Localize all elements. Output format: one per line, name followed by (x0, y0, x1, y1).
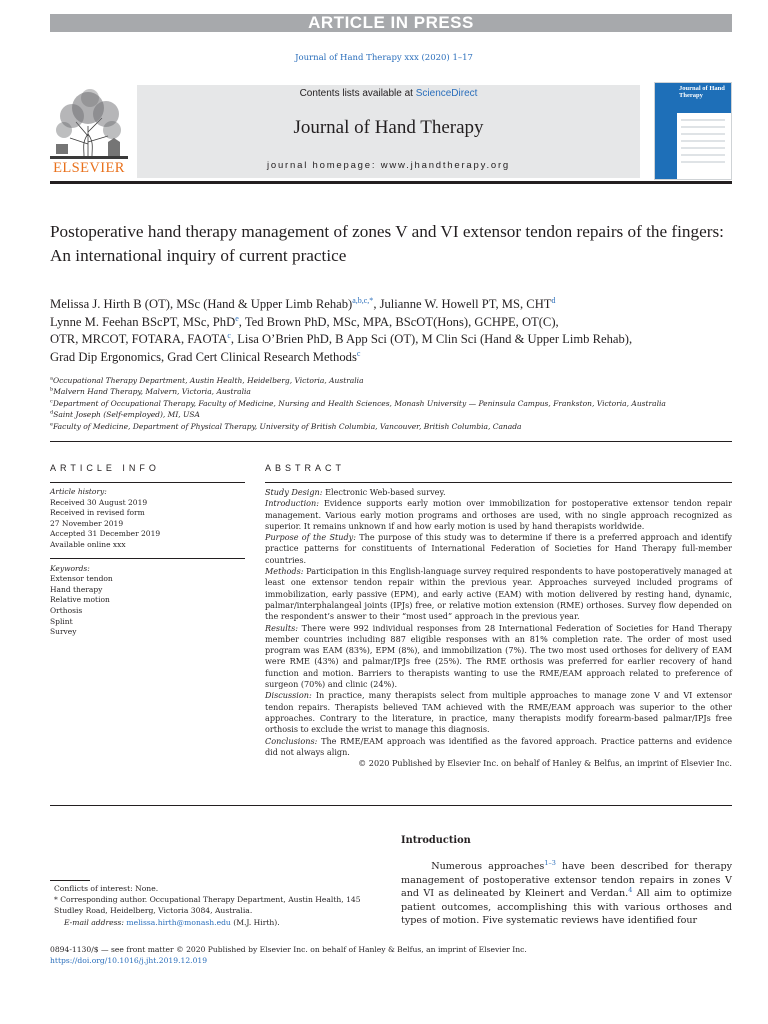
affiliation-ref[interactable]: c (356, 348, 361, 358)
doi-link[interactable]: https://doi.org/10.1016/j.jht.2019.12.019 (50, 956, 208, 965)
abstract-section-text: Evidence supports early motion over immobilization for postoperative extensor tendon repair management. Various early motion programs and orthoses are used, with no single approach recognized as superior. It remains unknown if and how early motion is used by hand therapists worldwide. (265, 498, 732, 531)
abstract-methods (265, 566, 732, 622)
affiliation-key: a (50, 375, 53, 382)
author-brown: , Ted Brown PhD, MSc, MPA, BScOT(Hons), GCHPE, OT(C), (238, 314, 559, 329)
corresponding-author-note (50, 894, 385, 916)
author-list (50, 296, 740, 366)
cover-body-lines (681, 119, 725, 173)
article-info-rule (50, 482, 245, 483)
citation-ref[interactable]: 1–3 (544, 858, 556, 867)
affiliation-a (50, 375, 740, 386)
article-info-heading: ARTICLE INFO (50, 463, 160, 473)
abstract-section-text: In practice, many therapists select from multiple approaches to manage zone V and VI extensor tendon repairs. Therapists believed TAM achieved with the RME/EAM approach was superior to the other approaches. Contrary to the literature, in practice, many therapists modify forearm-based palmar/IPJs free orthosis to exclude the wrist to manage this diagnosis. (265, 690, 732, 735)
abstract-section-label: Purpose of the Study: (265, 532, 356, 543)
abstract-section-text: The purpose of this study was to determine if there is a preferred approach and identify practice patterns for constituents of International Federation of Societies for Hand Therapy full-member countries. (265, 532, 733, 565)
author-brown-credentials: OTR, MRCOT, FOTARA, FAOTA (50, 332, 228, 347)
keyword: Extensor tendon (50, 574, 113, 584)
email-note (50, 917, 385, 928)
author-line-4 (50, 349, 740, 367)
introduction-heading: Introduction (401, 835, 471, 846)
sciencedirect-link[interactable]: ScienceDirect (415, 88, 478, 99)
affiliations (50, 375, 740, 432)
keyword: Orthosis (50, 605, 83, 615)
conflicts-note: Conflicts of interest: None. (54, 884, 159, 893)
abstract-rule (265, 482, 732, 483)
citation-ref[interactable]: 4 (628, 886, 633, 894)
abstract-study-design (265, 487, 732, 498)
issn-line: 0894-1130/$ — see front matter © 2020 Published by Elsevier Inc. on behalf of Hanley & Belfus, an imprint of Elsevier Inc. (50, 945, 527, 954)
author-line-3 (50, 331, 740, 349)
elsevier-wordmark: ELSEVIER (53, 160, 125, 176)
abstract-section-label: Introduction: (265, 498, 319, 509)
abstract-heading: ABSTRACT (265, 463, 346, 473)
cover-side-stripe (655, 113, 677, 179)
masthead-rule (50, 181, 732, 184)
affiliation-text: Malvern Hand Therapy, Malvern, Victoria, Australia (53, 387, 251, 397)
abstract-section-label: Results: (265, 622, 298, 633)
affiliation-text: Faculty of Medicine, Department of Physical Therapy, University of British Columbia, Vancouver, British Columbia, Canada (52, 421, 522, 431)
keywords-rule (50, 558, 245, 559)
affiliation-key: e (50, 421, 53, 428)
keyword: Survey (50, 627, 77, 637)
abstract-section-label: Discussion: (265, 690, 312, 701)
abstract-copyright: © 2020 Published by Elsevier Inc. on behalf of Hanley & Belfus, an imprint of Elsevier Inc. (358, 758, 732, 769)
abstract-section-text: The RME/EAM approach was identified as the favored approach. Practice patterns and evidence did not always align. (265, 735, 733, 757)
author-obrien-credentials: Grad Dip Ergonomics, Grad Cert Clinical Research Methods (50, 349, 357, 364)
email-owner: (M.J. Hirth). (230, 917, 280, 927)
journal-homepage[interactable]: journal homepage: www.jhandtherapy.org (266, 160, 511, 171)
affiliation-key: c (50, 398, 53, 405)
abstract-section-text: Participation in this English-language survey required respondents to have postoperatively managed at least one extensor tendon repair within the previous year. Approaches surveyed included programs of immobilization, early passive (EPM), and early active (EAM) with motion delivered by resting hand, dynamic, palmar/interphalangeal joints (IPJs) free, or relative motion extension (RME) orthoses. Survey flow depended on the respondent’s answer to their “most used” approach in the previous year. (265, 566, 732, 622)
abstract-section-text: There were 992 individual responses from 28 International Federation of Societies for Hand Therapy member countries including 887 eligible responses with an 81% completion rate. The order of most used program was EAM (83%), EPM (8%), and immobilization (7%). The two most used orthoses for delivery of EAM were RME (43%) and palmar/IPJs free (25%). The RME orthosis was preferred for earlier recovery of hand function and motion. Barriers to therapists wanting to use the RME/EAM approach related to preference of surgeon (70%) and clinic (24%). (265, 622, 732, 690)
email-link[interactable]: melissa.hirth@monash.edu (126, 917, 231, 927)
corresponding-mark: * (54, 895, 58, 905)
affiliation-ref[interactable]: d (551, 295, 556, 305)
abstract-section-label: Methods: (265, 566, 304, 577)
history-item: 27 November 2019 (50, 518, 124, 528)
abstract-discussion (265, 690, 732, 735)
affiliation-c (50, 398, 740, 409)
affiliation-ref[interactable]: c (227, 331, 231, 340)
affiliation-d (50, 409, 740, 420)
cover-title: Journal of Hand Therapy (679, 85, 725, 99)
affiliations-rule (50, 441, 732, 442)
abstract-body (265, 487, 732, 769)
article-info (50, 487, 245, 638)
history-item: Available online xxx (50, 539, 126, 549)
keywords-label: Keywords: (50, 563, 90, 573)
author-line-2 (50, 314, 740, 332)
affiliation-text: Department of Occupational Therapy, Faculty of Medicine, Nursing and Health Sciences, Monash University — Peninsula Campus, Frankston, Victoria, Australia (52, 398, 666, 408)
affiliation-key: d (50, 409, 54, 416)
journal-citation[interactable]: Journal of Hand Therapy xxx (2020) 1–17 (295, 53, 473, 63)
contents-available-line (137, 88, 640, 99)
abstract-section-label: Conclusions: (265, 735, 318, 746)
contents-prefix: Contents lists available at (299, 88, 416, 99)
intro-text: have been described for therapy management of postoperative extensor tendon repairs in zones V and VI as delineated by Kleinert and Verdan. (401, 861, 733, 900)
abstract-introduction (265, 498, 732, 532)
journal-name: Journal of Hand Therapy (293, 117, 484, 138)
corresponding-author-text: Corresponding author. Occupational Therapy Department, Austin Health, 145 Studley Road, Heidelberg, Victoria 3084, Australia. (54, 895, 361, 916)
affiliation-ref[interactable]: a,b,c,* (352, 295, 374, 305)
author-obrien: , Lisa O’Brien PhD, B App Sci (OT), M Clin Sci (Hand & Upper Limb Rehab), (230, 332, 633, 347)
history-item: Received 30 August 2019 (50, 497, 148, 507)
author-line-1 (50, 296, 740, 314)
footnotes (50, 883, 385, 928)
affiliation-text: Occupational Therapy Department, Austin Health, Heidelberg, Victoria, Australia (52, 376, 364, 385)
affiliation-key: b (50, 386, 54, 393)
abstract-bottom-rule (50, 805, 732, 806)
article-history-label: Article history: (50, 487, 107, 496)
journal-cover-thumbnail[interactable] (654, 82, 732, 180)
intro-text: All aim to optimize patient outcomes, accomplishing this with various orthoses and types of motion. Five systematic reviews have identified four (401, 888, 732, 927)
affiliation-ref[interactable]: e (235, 313, 239, 323)
keyword: Splint (50, 616, 73, 626)
history-item: Received in revised form (50, 508, 145, 518)
article-title: Postoperative hand therapy management of zones V and VI extensor tendon repairs of the fingers: An international inquiry of current practice (50, 222, 724, 265)
introduction-paragraph (401, 860, 732, 928)
author-howell: , Julianne W. Howell PT, MS, CHT (373, 297, 552, 311)
journal-masthead (137, 85, 640, 178)
author-feehan: Lynne M. Feehan BScPT, MSc, PhD (50, 314, 236, 329)
abstract-section-text: Electronic Web-based survey. (325, 487, 446, 497)
affiliation-e (50, 421, 740, 432)
affiliation-text: Saint Joseph (Self-employed), MI, USA (53, 410, 200, 420)
abstract-conclusions (265, 736, 732, 759)
intro-text: Numerous approaches (431, 861, 545, 872)
keyword: Relative motion (50, 595, 110, 605)
abstract-section-label: Study Design: (265, 487, 323, 497)
abstract-purpose (265, 532, 732, 566)
keyword: Hand therapy (50, 584, 103, 594)
author-hirth: Melissa J. Hirth B (OT), MSc (Hand & Upper Limb Rehab) (50, 297, 353, 311)
abstract-results (265, 623, 732, 691)
affiliation-b (50, 386, 740, 397)
footnote-rule (50, 880, 90, 881)
email-label: E-mail address: (64, 917, 124, 927)
article-in-press-banner: ARTICLE IN PRESS (50, 14, 732, 32)
front-matter (50, 944, 732, 966)
history-item: Accepted 31 December 2019 (50, 529, 161, 539)
